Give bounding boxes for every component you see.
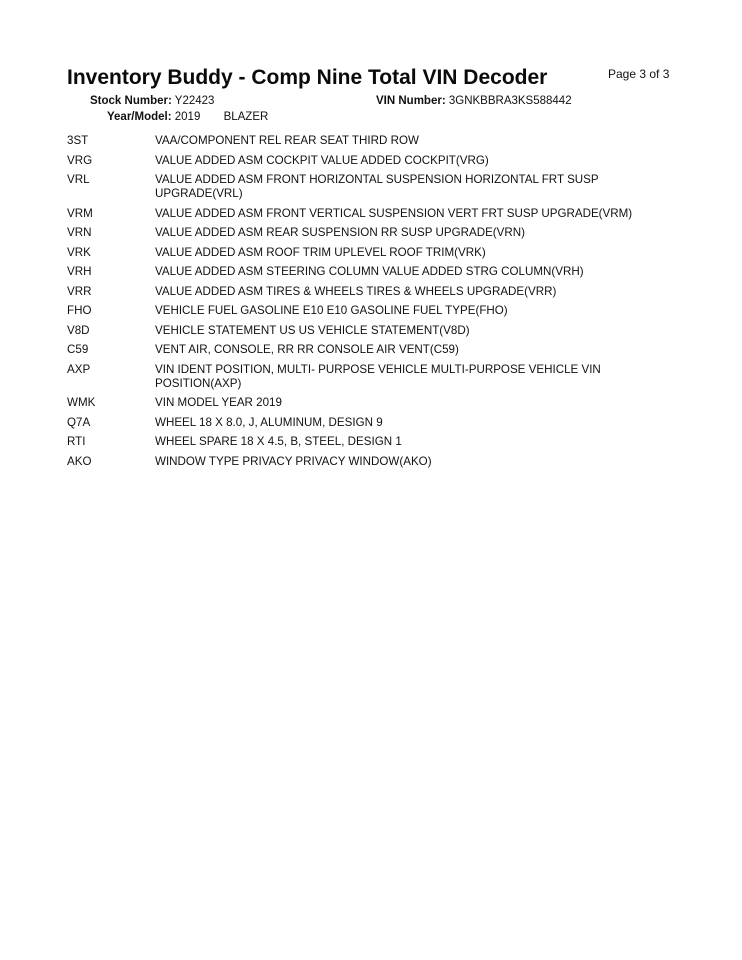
option-code: AXP <box>67 362 91 376</box>
option-code: VRH <box>67 265 92 278</box>
option-description: VALUE ADDED ASM TIRES & WHEELS TIRES & WHEELS UPGRADE(VRR) <box>155 284 557 298</box>
year-value: 2019 <box>174 111 201 123</box>
option-code: WMK <box>67 396 96 409</box>
option-description: VALUE ADDED ASM FRONT HORIZONTAL SUSPENSION HORIZONTAL FRT SUSP UPGRADE(VRL) <box>155 173 599 200</box>
option-description: VEHICLE FUEL GASOLINE E10 E10 GASOLINE FUEL TYPE(FHO) <box>155 304 508 317</box>
option-row <box>67 134 687 148</box>
option-code: VRM <box>67 206 93 220</box>
option-description: WINDOW TYPE PRIVACY PRIVACY WINDOW(AKO) <box>155 454 432 468</box>
option-description: VALUE ADDED ASM STEERING COLUMN VALUE ADDED STRG COLUMN(VRH) <box>155 265 584 278</box>
option-description: VEHICLE STATEMENT US US VEHICLE STATEMENT(V8D) <box>155 323 470 337</box>
option-description: VENT AIR, CONSOLE, RR RR CONSOLE AIR VENT(C59) <box>155 343 459 356</box>
option-row <box>67 265 687 279</box>
option-description: VIN MODEL YEAR 2019 <box>155 396 282 409</box>
option-description: WHEEL SPARE 18 X 4.5, B, STEEL, DESIGN 1 <box>155 435 402 448</box>
option-row <box>67 246 687 260</box>
option-code: C59 <box>67 343 89 356</box>
option-row <box>67 363 687 391</box>
option-row <box>67 207 687 221</box>
option-row <box>67 226 687 240</box>
option-code: VRK <box>67 245 91 259</box>
option-code: AKO <box>67 454 92 468</box>
option-row <box>67 455 687 469</box>
page-title: Inventory Buddy - Comp Nine Total VIN Decoder <box>67 66 548 89</box>
option-description: VALUE ADDED ASM FRONT VERTICAL SUSPENSION VERT FRT SUSP UPGRADE(VRM) <box>155 206 633 220</box>
option-description: VAA/COMPONENT REL REAR SEAT THIRD ROW <box>155 134 419 147</box>
option-code: RTI <box>67 435 86 448</box>
option-row <box>67 324 687 338</box>
option-code-list <box>67 134 687 474</box>
vin-number-label: VIN Number: <box>376 95 446 107</box>
option-description: VALUE ADDED ASM ROOF TRIM UPLEVEL ROOF TRIM(VRK) <box>155 245 486 259</box>
option-row <box>67 154 687 168</box>
year-model-label: Year/Model: <box>107 111 172 123</box>
option-row <box>67 173 687 201</box>
option-code: 3ST <box>67 134 89 147</box>
vin-number <box>376 95 572 107</box>
option-code: VRN <box>67 226 92 239</box>
option-description: VALUE ADDED ASM COCKPIT VALUE ADDED COCKPIT(VRG) <box>155 153 489 167</box>
option-code: VRL <box>67 173 90 186</box>
stock-number-label: Stock Number: <box>90 95 172 107</box>
stock-number <box>90 95 214 107</box>
page-number: Page 3 of 3 <box>608 67 670 81</box>
option-row <box>67 416 687 430</box>
option-row <box>67 285 687 299</box>
model-value: BLAZER <box>223 111 269 123</box>
option-code: V8D <box>67 323 90 337</box>
option-code: VRG <box>67 153 93 167</box>
option-description: VIN IDENT POSITION, MULTI- PURPOSE VEHICLE MULTI-PURPOSE VEHICLE VIN POSITION(AXP) <box>155 362 601 390</box>
vin-number-value: 3GNKBBRA3KS588442 <box>448 95 572 107</box>
stock-number-value: Y22423 <box>174 95 215 107</box>
option-description: WHEEL 18 X 8.0, J, ALUMINUM, DESIGN 9 <box>155 415 383 429</box>
year-model <box>107 111 268 123</box>
option-row <box>67 435 687 449</box>
option-description: VALUE ADDED ASM REAR SUSPENSION RR SUSP UPGRADE(VRN) <box>155 226 526 239</box>
option-row <box>67 304 687 318</box>
option-row <box>67 343 687 357</box>
option-code: FHO <box>67 304 92 317</box>
option-code: Q7A <box>67 415 91 429</box>
option-code: VRR <box>67 284 92 298</box>
option-row <box>67 396 687 410</box>
